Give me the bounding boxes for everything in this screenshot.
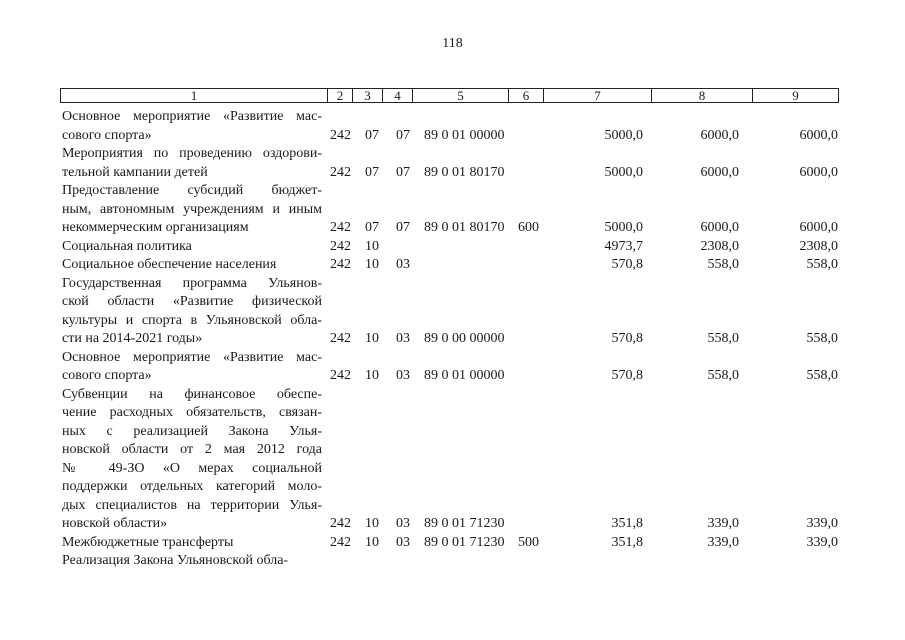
- cell-c3: 10: [365, 368, 379, 383]
- description-line: сового спорта»: [62, 127, 152, 143]
- description-line: сового спорта»: [62, 368, 152, 383]
- table-row: [0, 349, 905, 386]
- description-line: сти на 2014-2021 годы»: [62, 331, 203, 346]
- description-line: ным, автономным учреждениям и иным: [62, 201, 322, 217]
- cell-c7: 351,8: [611, 534, 643, 550]
- cell-c7: 351,8: [611, 516, 643, 531]
- cell-c9: 339,0: [806, 534, 838, 550]
- header-col-8: 8: [652, 89, 753, 102]
- cell-c8: 339,0: [707, 534, 739, 550]
- cell-c6: 600: [518, 220, 539, 235]
- cell-c7: 5000,0: [604, 220, 643, 235]
- cell-c8: 339,0: [707, 516, 739, 531]
- description-line: Реализация Закона Ульяновской обла-: [62, 553, 289, 568]
- cell-c4: 03: [396, 257, 410, 272]
- description-line: Основное мероприятие «Развитие мас-: [62, 109, 322, 124]
- row-description: [62, 108, 322, 145]
- header-col-5: 5: [413, 89, 509, 102]
- row-description: [62, 238, 322, 257]
- cell-c9: 2308,0: [799, 238, 838, 254]
- cell-c8: 558,0: [707, 257, 739, 272]
- cell-c3: 10: [365, 238, 379, 254]
- table-row: [0, 552, 905, 571]
- cell-c4: 03: [396, 368, 410, 383]
- cell-c3: 10: [365, 257, 379, 272]
- cell-c3: 07: [365, 127, 379, 143]
- cell-c5: 89 0 01 80170: [424, 220, 505, 235]
- cell-c7: 570,8: [611, 368, 643, 383]
- row-description: [62, 275, 322, 349]
- cell-c9: 558,0: [806, 368, 838, 383]
- description-line: поддержки отдельных категорий моло-: [62, 479, 322, 494]
- header-col-9: 9: [792, 88, 799, 103]
- cell-c7: 4973,7: [604, 238, 643, 254]
- description-line: Межбюджетные трансферты: [62, 534, 234, 550]
- description-line: тельной кампании детей: [62, 164, 208, 180]
- cell-c5: 89 0 01 71230: [424, 516, 505, 531]
- cell-c9: 558,0: [806, 331, 838, 346]
- cell-c8: 6000,0: [700, 127, 739, 143]
- description-line: Мероприятия по проведению оздорови-: [62, 146, 322, 161]
- cell-c2: 242: [330, 257, 351, 272]
- cell-c9: 339,0: [806, 516, 838, 531]
- cell-c2: 242: [330, 127, 351, 143]
- cell-c7: 570,8: [611, 331, 643, 346]
- description-line: новской области»: [62, 516, 168, 531]
- cell-c4: 03: [396, 516, 410, 531]
- table-row: [0, 145, 905, 182]
- description-line: чение расходных обязательств, связан-: [62, 405, 322, 420]
- cell-c4: 07: [396, 127, 410, 143]
- description-line: дых специалистов на территории Улья-: [62, 497, 322, 513]
- description-line: Субвенции на финансовое обеспе-: [62, 386, 322, 402]
- header-col-7: 7: [544, 89, 652, 102]
- cell-c9: 558,0: [806, 257, 838, 272]
- cell-c5: 89 0 00 00000: [424, 331, 505, 346]
- description-line: Основное мероприятие «Развитие мас-: [62, 349, 322, 365]
- cell-c3: 07: [365, 220, 379, 235]
- header-col-3: 3: [353, 89, 383, 102]
- description-line: № 49-ЗО «О мерах социальной: [62, 460, 322, 476]
- description-line: новской области от 2 мая 2012 года: [62, 442, 322, 457]
- cell-c3: 10: [365, 516, 379, 531]
- table-row: [0, 275, 905, 349]
- header-col-1: 1: [61, 89, 328, 102]
- table-row: [0, 238, 905, 257]
- row-description: [62, 552, 322, 571]
- cell-c9: 6000,0: [799, 220, 838, 235]
- description-line: ской области «Развитие физической: [62, 294, 322, 309]
- cell-c6: 500: [518, 534, 539, 550]
- description-line: Социальная политика: [62, 238, 192, 254]
- table-row: [0, 534, 905, 553]
- cell-c9: 6000,0: [799, 127, 838, 143]
- row-description: [62, 386, 322, 534]
- cell-c9: 6000,0: [799, 164, 838, 180]
- table-row: [0, 256, 905, 275]
- cell-c7: 5000,0: [604, 164, 643, 180]
- row-description: [62, 349, 322, 386]
- row-description: [62, 256, 322, 275]
- cell-c2: 242: [330, 331, 351, 346]
- cell-c8: 6000,0: [700, 164, 739, 180]
- row-description: [62, 145, 322, 182]
- description-line: Государственная программа Ульянов-: [62, 275, 322, 291]
- cell-c4: 03: [396, 331, 410, 346]
- description-line: некоммерческим организациям: [62, 220, 249, 235]
- cell-c3: 10: [365, 331, 379, 346]
- header-col-2: 2: [328, 89, 353, 102]
- table-body: [0, 108, 905, 571]
- cell-c7: 5000,0: [604, 127, 643, 143]
- cell-c2: 242: [330, 238, 351, 254]
- row-description: [62, 534, 322, 553]
- cell-c5: 89 0 01 71230: [424, 534, 505, 550]
- cell-c8: 558,0: [707, 368, 739, 383]
- description-line: ных с реализацией Закона Улья-: [62, 423, 322, 439]
- row-description: [62, 182, 322, 238]
- cell-c2: 242: [330, 164, 351, 180]
- table-row: [0, 386, 905, 534]
- cell-c5: 89 0 01 00000: [424, 127, 505, 143]
- table-row: [0, 182, 905, 238]
- cell-c2: 242: [330, 368, 351, 383]
- cell-c4: 03: [396, 534, 410, 550]
- cell-c8: 6000,0: [700, 220, 739, 235]
- page-number: 118: [442, 36, 463, 51]
- cell-c7: 570,8: [611, 257, 643, 272]
- cell-c4: 07: [396, 164, 410, 180]
- table-row: [0, 108, 905, 145]
- cell-c3: 10: [365, 534, 379, 550]
- table-header: [60, 88, 839, 103]
- description-line: Социальное обеспечение населения: [62, 257, 277, 272]
- cell-c5: 89 0 01 80170: [424, 164, 505, 180]
- cell-c5: 89 0 01 00000: [424, 368, 505, 383]
- cell-c2: 242: [330, 220, 351, 235]
- cell-c2: 242: [330, 516, 351, 531]
- description-line: Предоставление субсидий бюджет-: [62, 183, 322, 198]
- cell-c8: 2308,0: [700, 238, 739, 254]
- cell-c3: 07: [365, 164, 379, 180]
- cell-c4: 07: [396, 220, 410, 235]
- cell-c8: 558,0: [707, 331, 739, 346]
- cell-c2: 242: [330, 534, 351, 550]
- header-col-6: 6: [509, 89, 544, 102]
- description-line: культуры и спорта в Ульяновской обла-: [62, 312, 322, 328]
- header-col-4: 4: [383, 89, 413, 102]
